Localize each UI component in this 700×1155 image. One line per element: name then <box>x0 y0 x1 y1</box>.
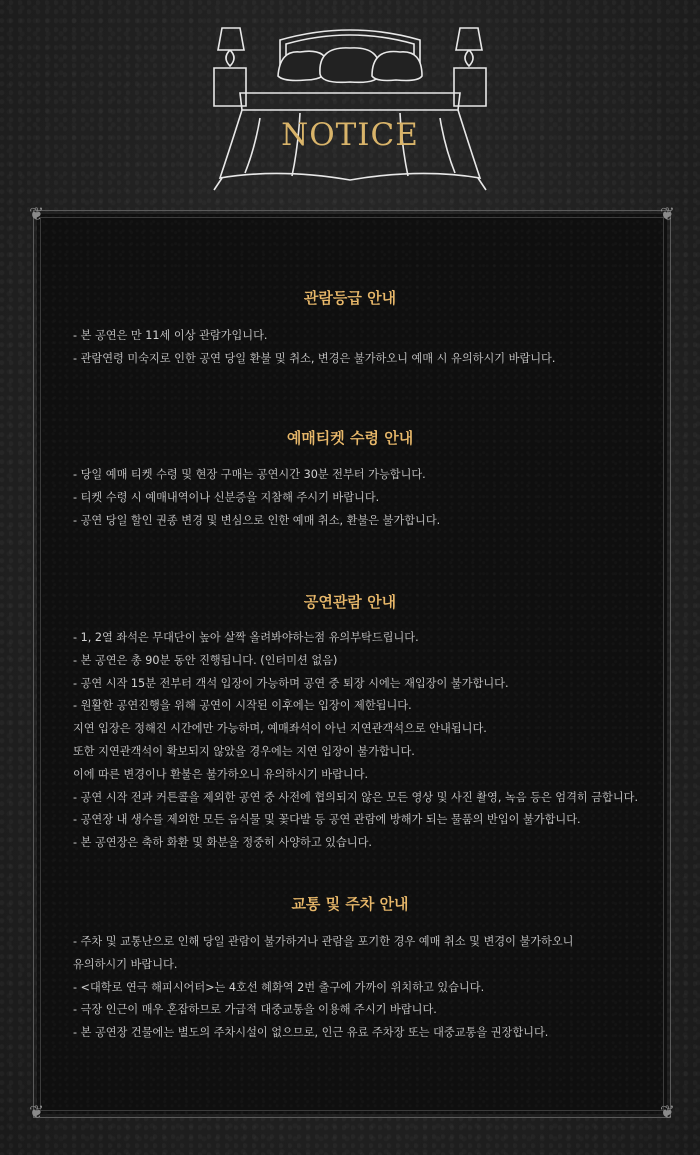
list-item: - 주차 및 교통난으로 인해 당일 관람이 불가하거나 관람을 포기한 경우 예매 취소 및 변경이 불가하오니 <box>73 935 574 948</box>
list-item: - 공연 당일 할인 권종 변경 및 변심으로 인한 예매 취소, 환불은 불가합니다. <box>73 513 441 527</box>
list-item: 이에 따른 변경이나 환불은 불가하오니 유의하시기 바랍니다. <box>73 767 369 781</box>
list-item: - <대학로 연극 해피시어터>는 4호선 혜화역 2번 출구에 가까이 위치하고 있습니다. <box>73 980 485 994</box>
list-item: - 본 공연은 총 90분 동안 진행됩니다. (인터미션 없음) <box>73 653 338 667</box>
section-transport-parking-list <box>73 931 663 1045</box>
list-item: - 본 공연은 만 11세 이상 관람가입니다. <box>73 329 268 342</box>
section-age-rating-list <box>73 325 663 371</box>
section-viewing <box>0 592 700 612</box>
list-item: - 원활한 공연진행을 위해 공연이 시작된 이후에는 입장이 제한됩니다. <box>73 699 412 713</box>
list-item: 지연 입장은 정해진 시간에만 가능하며, 예매좌석이 아닌 지연관객석으로 안내됩니다. <box>73 722 487 736</box>
bed-illustration-icon <box>200 18 500 193</box>
section-title: 공연관람 안내 <box>303 593 397 611</box>
list-item: - 공연 시작 15분 전부터 객석 입장이 가능하며 공연 중 퇴장 시에는 재입장이 불가합니다. <box>73 676 509 690</box>
corner-ornament-bottom-right: ❦ <box>659 1102 675 1123</box>
section-ticket-pickup-list <box>73 464 663 532</box>
notice-header <box>0 0 700 200</box>
list-item: - 극장 인근이 매우 혼잡하므로 가급적 대중교통을 이용해 주시기 바랍니다. <box>73 1003 437 1017</box>
section-transport-parking <box>0 894 700 914</box>
section-viewing-list <box>73 627 663 855</box>
list-item: - 티켓 수령 시 예매내역이나 신분증을 지참해 주시기 바랍니다. <box>73 490 380 504</box>
list-item: - 당일 예매 티켓 수령 및 현장 구매는 공연시간 30분 전부터 가능합니다. <box>73 468 426 481</box>
section-ticket-pickup <box>0 428 700 448</box>
list-item: - 1, 2열 좌석은 무대단이 높아 살짝 올려봐야하는점 유의부탁드립니다. <box>73 631 419 644</box>
list-item: - 관람연령 미숙지로 인한 공연 당일 환불 및 취소, 변경은 불가하오니 예매 시 유의하시기 바랍니다. <box>73 351 556 365</box>
section-title: 교통 및 주차 안내 <box>291 895 409 913</box>
list-item: - 본 공연장은 축하 화환 및 화분을 정중히 사양하고 있습니다. <box>73 836 372 850</box>
list-item: - 본 공연장 건물에는 별도의 주차시설이 없으므로, 인근 유료 주차장 또는 대중교통을 권장합니다. <box>73 1026 549 1040</box>
section-age-rating <box>0 288 700 308</box>
list-item: 유의하시기 바랍니다. <box>73 957 178 971</box>
corner-ornament-top-right: ❦ <box>659 204 675 225</box>
list-item: - 공연 시작 전과 커튼콜을 제외한 공연 중 사전에 협의되지 않은 모든 영상 및 사진 촬영, 녹음 등은 엄격히 금합니다. <box>73 790 639 804</box>
corner-ornament-top-left: ❦ <box>29 204 45 225</box>
list-item: 또한 지연관객석이 확보되지 않았을 경우에는 지연 입장이 불가합니다. <box>73 744 415 758</box>
list-item: - 공연장 내 생수를 제외한 모든 음식물 및 꽃다발 등 공연 관람에 방해가 되는 물품의 반입이 불가합니다. <box>73 813 581 827</box>
notice-title: NOTICE <box>281 117 419 153</box>
corner-ornament-bottom-left: ❦ <box>29 1102 45 1123</box>
section-title: 관람등급 안내 <box>303 289 397 307</box>
section-title: 예매티켓 수령 안내 <box>286 429 414 447</box>
